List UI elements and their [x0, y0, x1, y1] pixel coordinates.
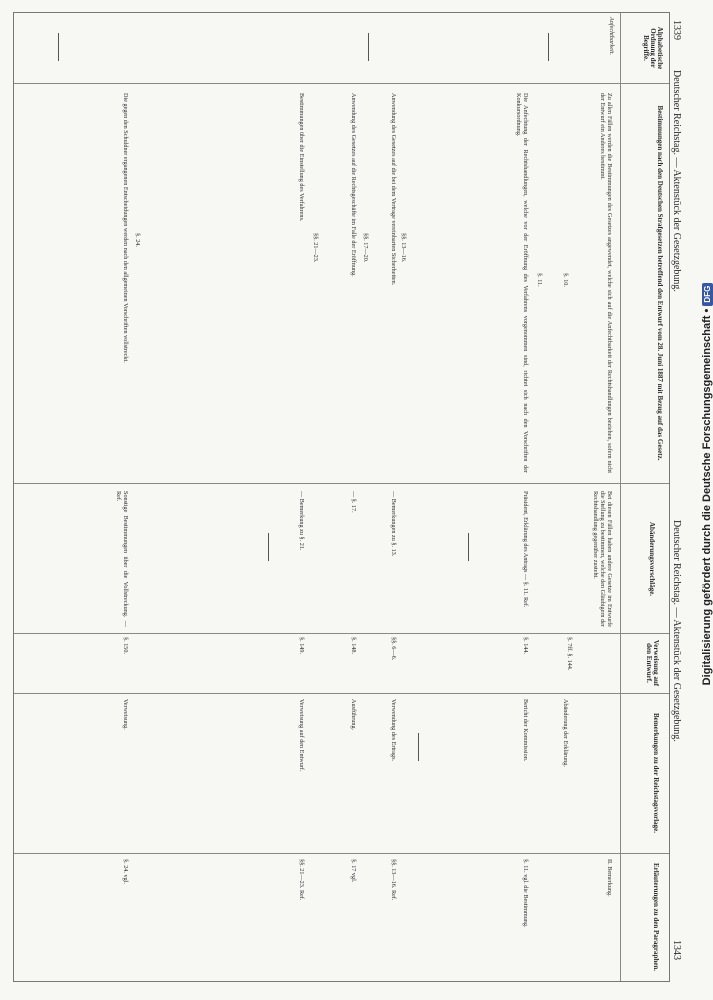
proposal-text: Sonstige Bestimmungen über die Vollstreckung. — Ref. [114, 491, 129, 627]
provision-text: Zu allen Fällen werden die Bestimmungen des Gesetzes angewendet, welche sich auf die Anfechtbarkeit der Rechtshandlungen beziehen, sofern nicht der Entwurf ein Anderes bestimmt. [598, 93, 613, 473]
explanation-text: §§. 13—16. Ref. [390, 859, 397, 901]
explanation-text: §. 11. vgl. die Bestimmung. [522, 859, 529, 928]
right-page-number: 1343 [671, 940, 682, 960]
explanation-text: II. Bemerkung. [606, 859, 613, 897]
remark-text: Verweisung auf den Entwurf. [298, 699, 305, 772]
column-head-proposals: Abänderungsvorschläge. [648, 521, 656, 597]
reference-text: §. 7ff. §. 144. [566, 637, 573, 671]
center-running-header: Deutscher Reichstag. — Aktenstück der Gesetzgebung. [671, 520, 682, 742]
explanation-text: §. 24. vgl. [122, 859, 129, 884]
reference-text: §. 144. [522, 637, 529, 655]
reference-text: §. 148. [350, 637, 357, 655]
proposal-text: Präsident, Erklärung des Antrags — §. 11. Ref. [522, 491, 529, 608]
reference-text: §. 149. [298, 637, 305, 655]
proposal-text: — Bemerkung zu §. 21. [298, 491, 305, 551]
reference-text: §. 150. [122, 637, 129, 655]
section-number: §. 10. [562, 273, 569, 287]
provision-text: Die Anfechtung der Rechtshandlungen, welche vor der Eröffnung des Verfahrens vorgenommen sind, richtet sich nach den Vorschriften der Konkursordnung. [514, 93, 529, 473]
proposal-text: — Bemerkungen zu §. 13. [390, 491, 397, 557]
remark-text: Abänderung der Erklärung. [562, 699, 569, 767]
section-number: §§. 21—23. [312, 233, 319, 263]
provision-text: Anwendung des Gesetzes auf die Rechtsgeschäfte im Falle der Eröffnung. [350, 93, 357, 277]
section-number: §. 24. [134, 233, 141, 247]
table-frame [13, 12, 670, 982]
term-label: Anfechtbarkeit. [608, 17, 615, 55]
section-number: §. 11. [536, 273, 543, 287]
remark-text: Verweisung. [122, 699, 129, 730]
proposal-text: Bei diesen Fällen haben andere Gesetze im Entwurfe die Stellung zu bestimmen, welche den Gläubigern der Rechtshandlung gegenüber zusteht. [591, 491, 613, 627]
provision-text: Anwendung des Gesetzes auf die bei dem Vertrage vereinbarten Sicherheiten. [390, 93, 397, 286]
column-head-explanations: Erläuterungen zu den Paragraphen. [652, 862, 660, 972]
dfg-logo: DFG [702, 283, 713, 306]
column-head-provisions: Bestimmungen nach den Deutschen Strafgesetzen betreffend den Entwurf vom 28. Juni 1887 mit Bezug auf das Gesetz. [656, 105, 664, 461]
remark-text: Bericht der Kommission. [522, 699, 529, 762]
section-number: §§. 13—16. [400, 233, 407, 263]
column-head-remarks: Bemerkungen zu der Reichstagsvorlage. [652, 712, 660, 834]
digitization-credit [692, 8, 713, 998]
credit-text: Digitalisierung gefördert durch die Deutsche Forschungsgemeinschaft • [701, 308, 713, 686]
column-head-reference: Verweisung auf den Entwurf. [644, 639, 660, 687]
provision-text: Bestimmungen über die Einstellung des Verfahrens. [298, 93, 305, 222]
explanation-text: §§. 21—23. Ref. [298, 859, 305, 901]
left-page-number: 1339 [671, 20, 682, 40]
reference-text: §§. 6—6. [390, 637, 397, 661]
section-number: §§. 17—20. [362, 233, 369, 263]
proposal-text: — §. 17. [350, 491, 357, 513]
provision-text: Die gegen den Schuldner ergangenen Entscheidungen werden nach den allgemeinen Vorschriften vollstreckt. [122, 93, 129, 363]
explanation-text: §. 17 vgl. [350, 859, 357, 883]
left-running-header: Deutscher Reichstag. — Aktenstück der Gesetzgebung. [671, 70, 682, 292]
column-head-terms: Alphabetische Ordnung der Begriffe. [641, 26, 664, 70]
remark-text: Verwendung des Ertrags. [390, 699, 397, 762]
remark-text: Ausführung. [350, 699, 357, 731]
